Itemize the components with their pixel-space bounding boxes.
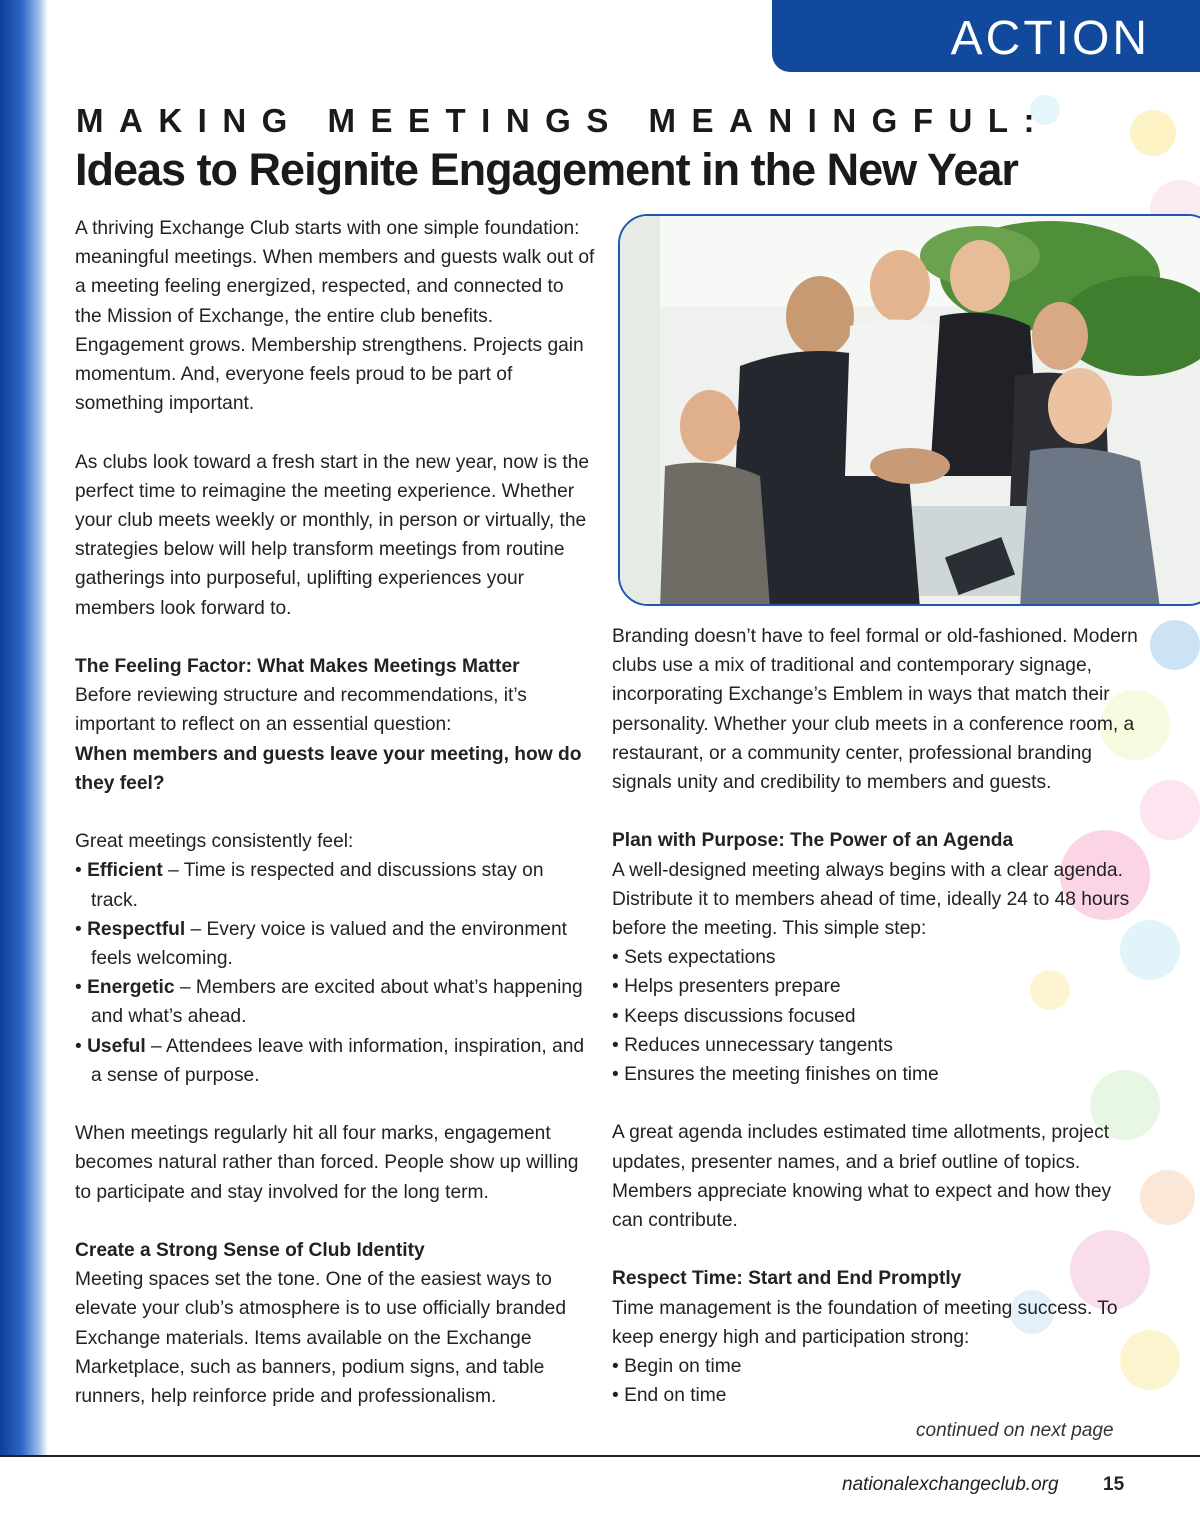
kicker: MAKING MEETINGS MEANINGFUL: (76, 102, 1050, 139)
time-paragraph: Time management is the foundation of meeting success. To keep energy high and participation strong: (612, 1297, 1118, 1348)
footer-divider (0, 1455, 1200, 1457)
section-tab: ACTION (772, 0, 1200, 72)
agenda-list (612, 943, 1142, 1089)
marks-paragraph: When meetings regularly hit all four marks, engagement becomes natural rather than forced. People show up willing to participate and stay involved for the long term. (75, 1123, 579, 1203)
feeling-heading: The Feeling Factor: What Makes Meetings Matter (75, 656, 520, 678)
list-item: • Sets expectations (612, 943, 1142, 972)
branding-paragraph: Branding doesn’t have to feel formal or old-fashioned. Modern clubs use a mix of traditional and contemporary signage, incorporating Exchange’s Emblem in ways that match their personality. Whether your club meets in a conference room, a restaurant, or a community center, professional branding signals unity and credibility to members and guests. (612, 626, 1138, 794)
list-item: • Energetic – Members are excited about what’s happening and what’s ahead. (75, 973, 595, 1031)
list-item: • End on time (612, 1381, 1142, 1410)
left-column (75, 214, 595, 1411)
continued-note: continued on next page (916, 1420, 1114, 1441)
page-number: 15 (1103, 1474, 1125, 1495)
identity-heading: Create a Strong Sense of Club Identity (75, 1240, 425, 1262)
agenda-paragraph: A well-designed meeting always begins with a clear agenda. Distribute it to members ahead of time, ideally 24 to 48 hours before the meeting. This simple step: (612, 859, 1130, 940)
time-heading: Respect Time: Start and End Promptly (612, 1268, 962, 1290)
list-item: • Keeps discussions focused (612, 1002, 1142, 1031)
list-item: • Ensures the meeting finishes on time (612, 1060, 1142, 1089)
footer-website: nationalexchangeclub.org (842, 1474, 1059, 1495)
left-gradient-bar (0, 0, 48, 1455)
intro-paragraph-1: A thriving Exchange Club starts with one simple foundation: meaningful meetings. When members and guests walk out of a meeting feeling energized, respected, and connected to the Mission of Exchange, the entire club benefits. Engagement grows. Membership strengthens. Projects gain momentum. And, everyone feels proud to be part of something important. (75, 218, 595, 415)
list-item: • Helps presenters prepare (612, 972, 1142, 1001)
team-photo-illustration (620, 216, 1200, 606)
feeling-text: Before reviewing structure and recommendations, it’s important to reflect on an essential question: (75, 685, 527, 736)
great-intro: Great meetings consistently feel: (75, 831, 354, 853)
intro-paragraph-2: As clubs look toward a fresh start in the new year, now is the perfect time to reimagine the meeting experience. Whether your club meets weekly or monthly, in person or virtually, the strategies below will help transform meetings from routine gatherings into purposeful, uplifting experiences your members look forward to. (75, 451, 590, 619)
right-column (612, 622, 1142, 1410)
list-item: • Respectful – Every voice is valued and the environment feels welcoming. (75, 915, 595, 973)
list-item: • Reduces unnecessary tangents (612, 1031, 1142, 1060)
team-photo (618, 214, 1200, 606)
feelings-list (75, 856, 595, 1090)
agenda-paragraph-2: A great agenda includes estimated time allotments, project updates, presenter names, and a brief outline of topics. Members appreciate knowing what to expect and how they can contribute. (612, 1122, 1112, 1232)
list-item: • Efficient – Time is respected and discussions stay on track. (75, 856, 595, 914)
agenda-heading: Plan with Purpose: The Power of an Agenda (612, 830, 1014, 852)
time-list (612, 1352, 1142, 1410)
feeling-question: When members and guests leave your meeting, how do they feel? (75, 743, 582, 794)
list-item: • Begin on time (612, 1352, 1142, 1381)
identity-paragraph: Meeting spaces set the tone. One of the easiest ways to elevate your club’s atmosphere is to use officially branded Exchange materials. Items available on the Exchange Marketplace, such as banners, podium signs, and table runners, help reinforce pride and professionalism. (75, 1269, 566, 1408)
page-title: Ideas to Reignite Engagement in the New Year (75, 144, 1018, 195)
list-item: • Useful – Attendees leave with information, inspiration, and a sense of purpose. (75, 1032, 595, 1090)
